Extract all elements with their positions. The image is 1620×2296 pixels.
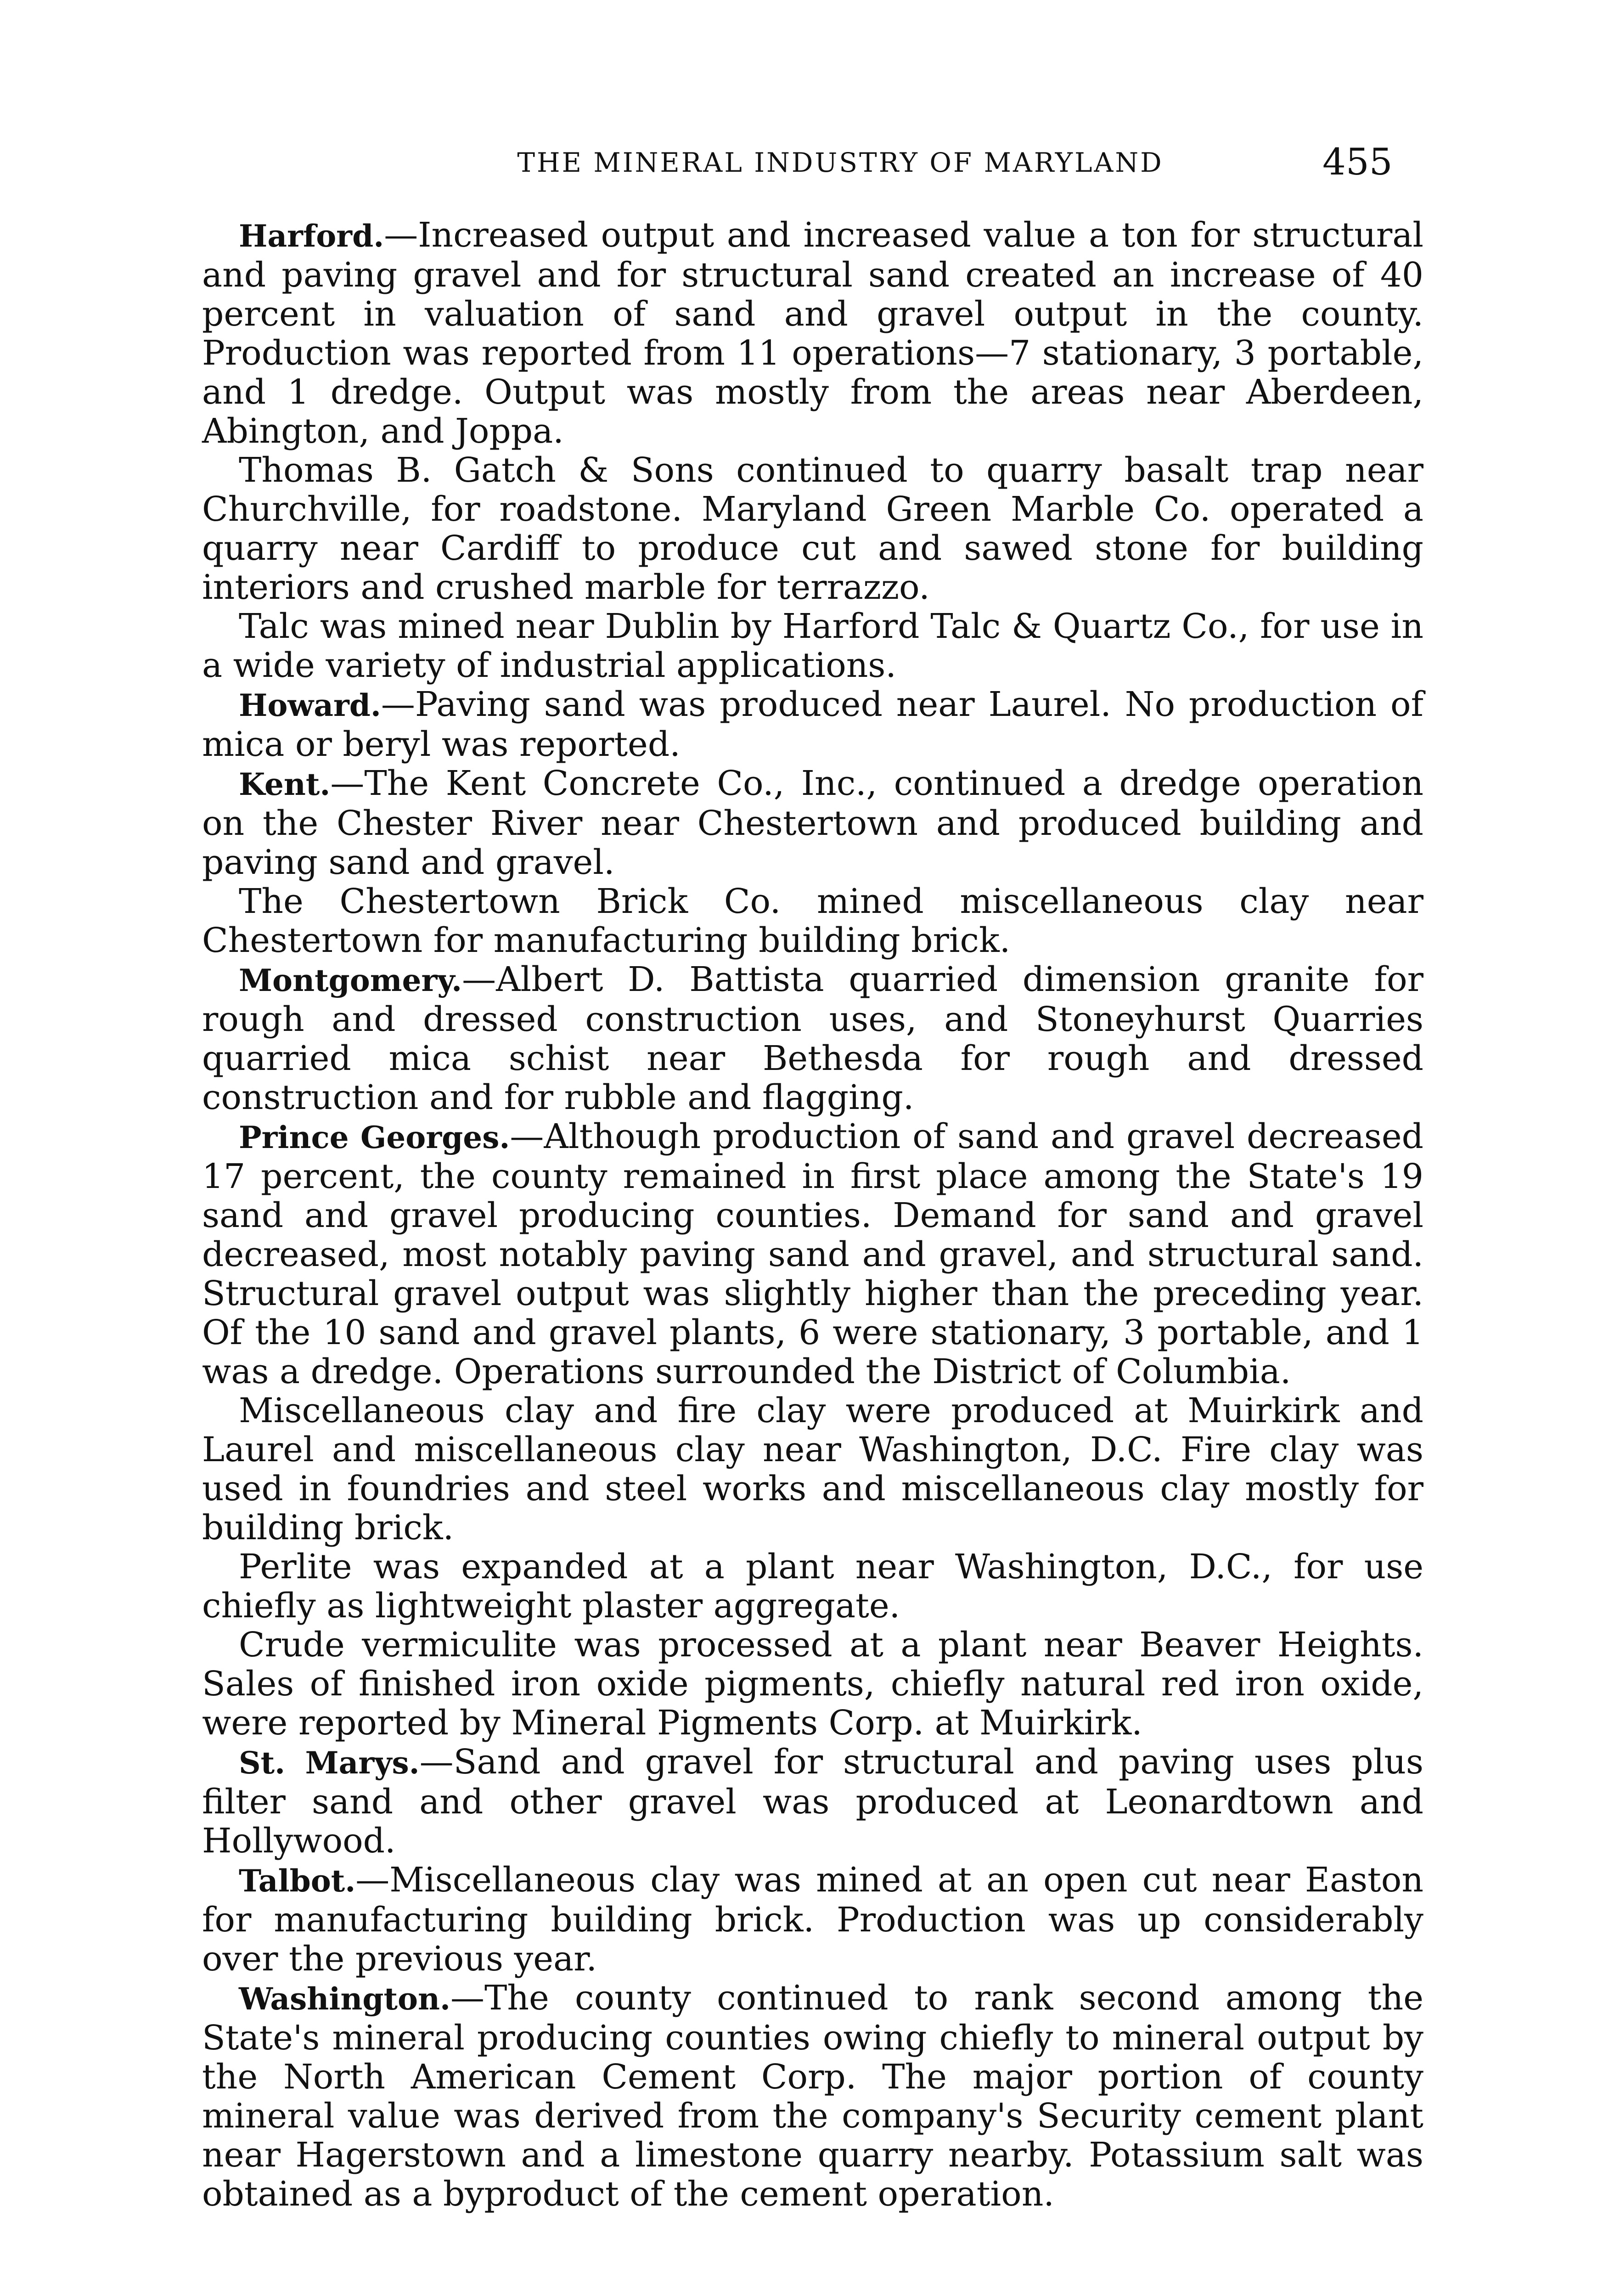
paragraph-talbot bbox=[202, 1861, 1423, 1979]
county-heading: Montgomery. bbox=[239, 962, 462, 998]
paragraph-text: —Increased output and increased value a ton for structural and paving gravel and for structural sand created an increase of 40 percent in valuation of sand and gravel output in the county. Production was reported from 11 operations—7 stationary, 3 portable, and 1 dredge. Output was mostly from the areas near Aberdeen, Abington, and Joppa. bbox=[202, 215, 1423, 451]
paragraph-text: —The county continued to rank second among the State's mineral producing counties owing chiefly to mineral output by the North American Cement Corp. The major portion of county mineral value was derived from the company's Security cement plant near Hagerstown and a limestone quarry nearby. Potassium salt was obtained as a byproduct of the cement operation. bbox=[202, 1978, 1423, 2214]
paragraph-text: Thomas B. Gatch & Sons continued to quarry basalt trap near Churchville, for roadstone. Maryland Green Marble Co. operated a quarry near Cardiff to produce cut and sawed stone for building interiors and crushed marble for terrazzo. bbox=[202, 450, 1423, 607]
paragraph-perlite bbox=[202, 1548, 1423, 1626]
county-heading: St. Marys. bbox=[239, 1745, 420, 1781]
county-heading: Prince Georges. bbox=[239, 1120, 510, 1155]
paragraph-prince-georges bbox=[202, 1117, 1423, 1391]
page-number: 455 bbox=[1322, 141, 1393, 183]
paragraph-text: —Although production of sand and gravel decreased 17 percent, the county remained in first place among the State's 19 sand and gravel producing counties. Demand for sand and gravel decreased, most notably paving sand and gravel, and structural sand. Structural gravel output was slightly higher than the preceding year. Of the 10 sand and gravel plants, 6 were stationary, 3 portable, and 1 was a dredge. Operations surrounded the District of Columbia. bbox=[202, 1117, 1423, 1391]
paragraph-kent bbox=[202, 764, 1423, 882]
county-heading: Kent. bbox=[239, 766, 331, 802]
county-heading: Harford. bbox=[239, 218, 384, 254]
paragraph-text: Crude vermiculite was processed at a plant near Beaver Heights. Sales of finished iron oxide pigments, chiefly natural red iron oxide, were reported by Mineral Pigments Corp. at Muirkirk. bbox=[202, 1625, 1423, 1743]
paragraph-howard bbox=[202, 685, 1423, 764]
paragraph-text: —Miscellaneous clay was mined at an open cut near Easton for manufacturing building brick. Production was up considerably over the previous year. bbox=[202, 1860, 1423, 1979]
paragraph-text: Perlite was expanded at a plant near Washington, D.C., for use chiefly as lightweight plaster aggregate. bbox=[202, 1547, 1423, 1626]
paragraph-gatch bbox=[202, 451, 1423, 607]
paragraph-text: Miscellaneous clay and fire clay were produced at Muirkirk and Laurel and miscellaneous clay near Washington, D.C. Fire clay was used in foundries and steel works and miscellaneous clay mostly for building brick. bbox=[202, 1391, 1423, 1548]
county-heading: Howard. bbox=[239, 687, 381, 723]
paragraph-vermiculite bbox=[202, 1626, 1423, 1743]
paragraph-text: —Paving sand was produced near Laurel. No production of mica or beryl was reported. bbox=[202, 685, 1423, 764]
county-heading: Talbot. bbox=[239, 1863, 356, 1899]
paragraph-talc bbox=[202, 607, 1423, 685]
body-text bbox=[202, 216, 1423, 2214]
paragraph-clay bbox=[202, 1391, 1423, 1548]
paragraph-harford bbox=[202, 216, 1423, 451]
paragraph-montgomery bbox=[202, 960, 1423, 1117]
paragraph-text: —Albert D. Battista quarried dimension granite for rough and dressed construction uses, and Stoneyhurst Quarries quarried mica schist near Bethesda for rough and dressed construction and for rubble and flagging. bbox=[202, 960, 1423, 1117]
county-heading: Washington. bbox=[239, 1981, 450, 2017]
paragraph-text: —Sand and gravel for structural and paving uses plus filter sand and other gravel was produced at Leonardtown and Hollywood. bbox=[202, 1742, 1423, 1861]
paragraph-washington bbox=[202, 1979, 1423, 2214]
paragraph-text: The Chestertown Brick Co. mined miscellaneous clay near Chestertown for manufacturing building brick. bbox=[202, 882, 1423, 960]
paragraph-st-marys bbox=[202, 1743, 1423, 1861]
paragraph-text: Talc was mined near Dublin by Harford Talc & Quartz Co., for use in a wide variety of industrial applications. bbox=[202, 607, 1423, 685]
paragraph-text: —The Kent Concrete Co., Inc., continued a dredge operation on the Chester River near Chestertown and produced building and paving sand and gravel. bbox=[202, 764, 1423, 882]
running-title: THE MINERAL INDUSTRY OF MARYLAND bbox=[517, 147, 1164, 178]
paragraph-chestertown bbox=[202, 882, 1423, 960]
